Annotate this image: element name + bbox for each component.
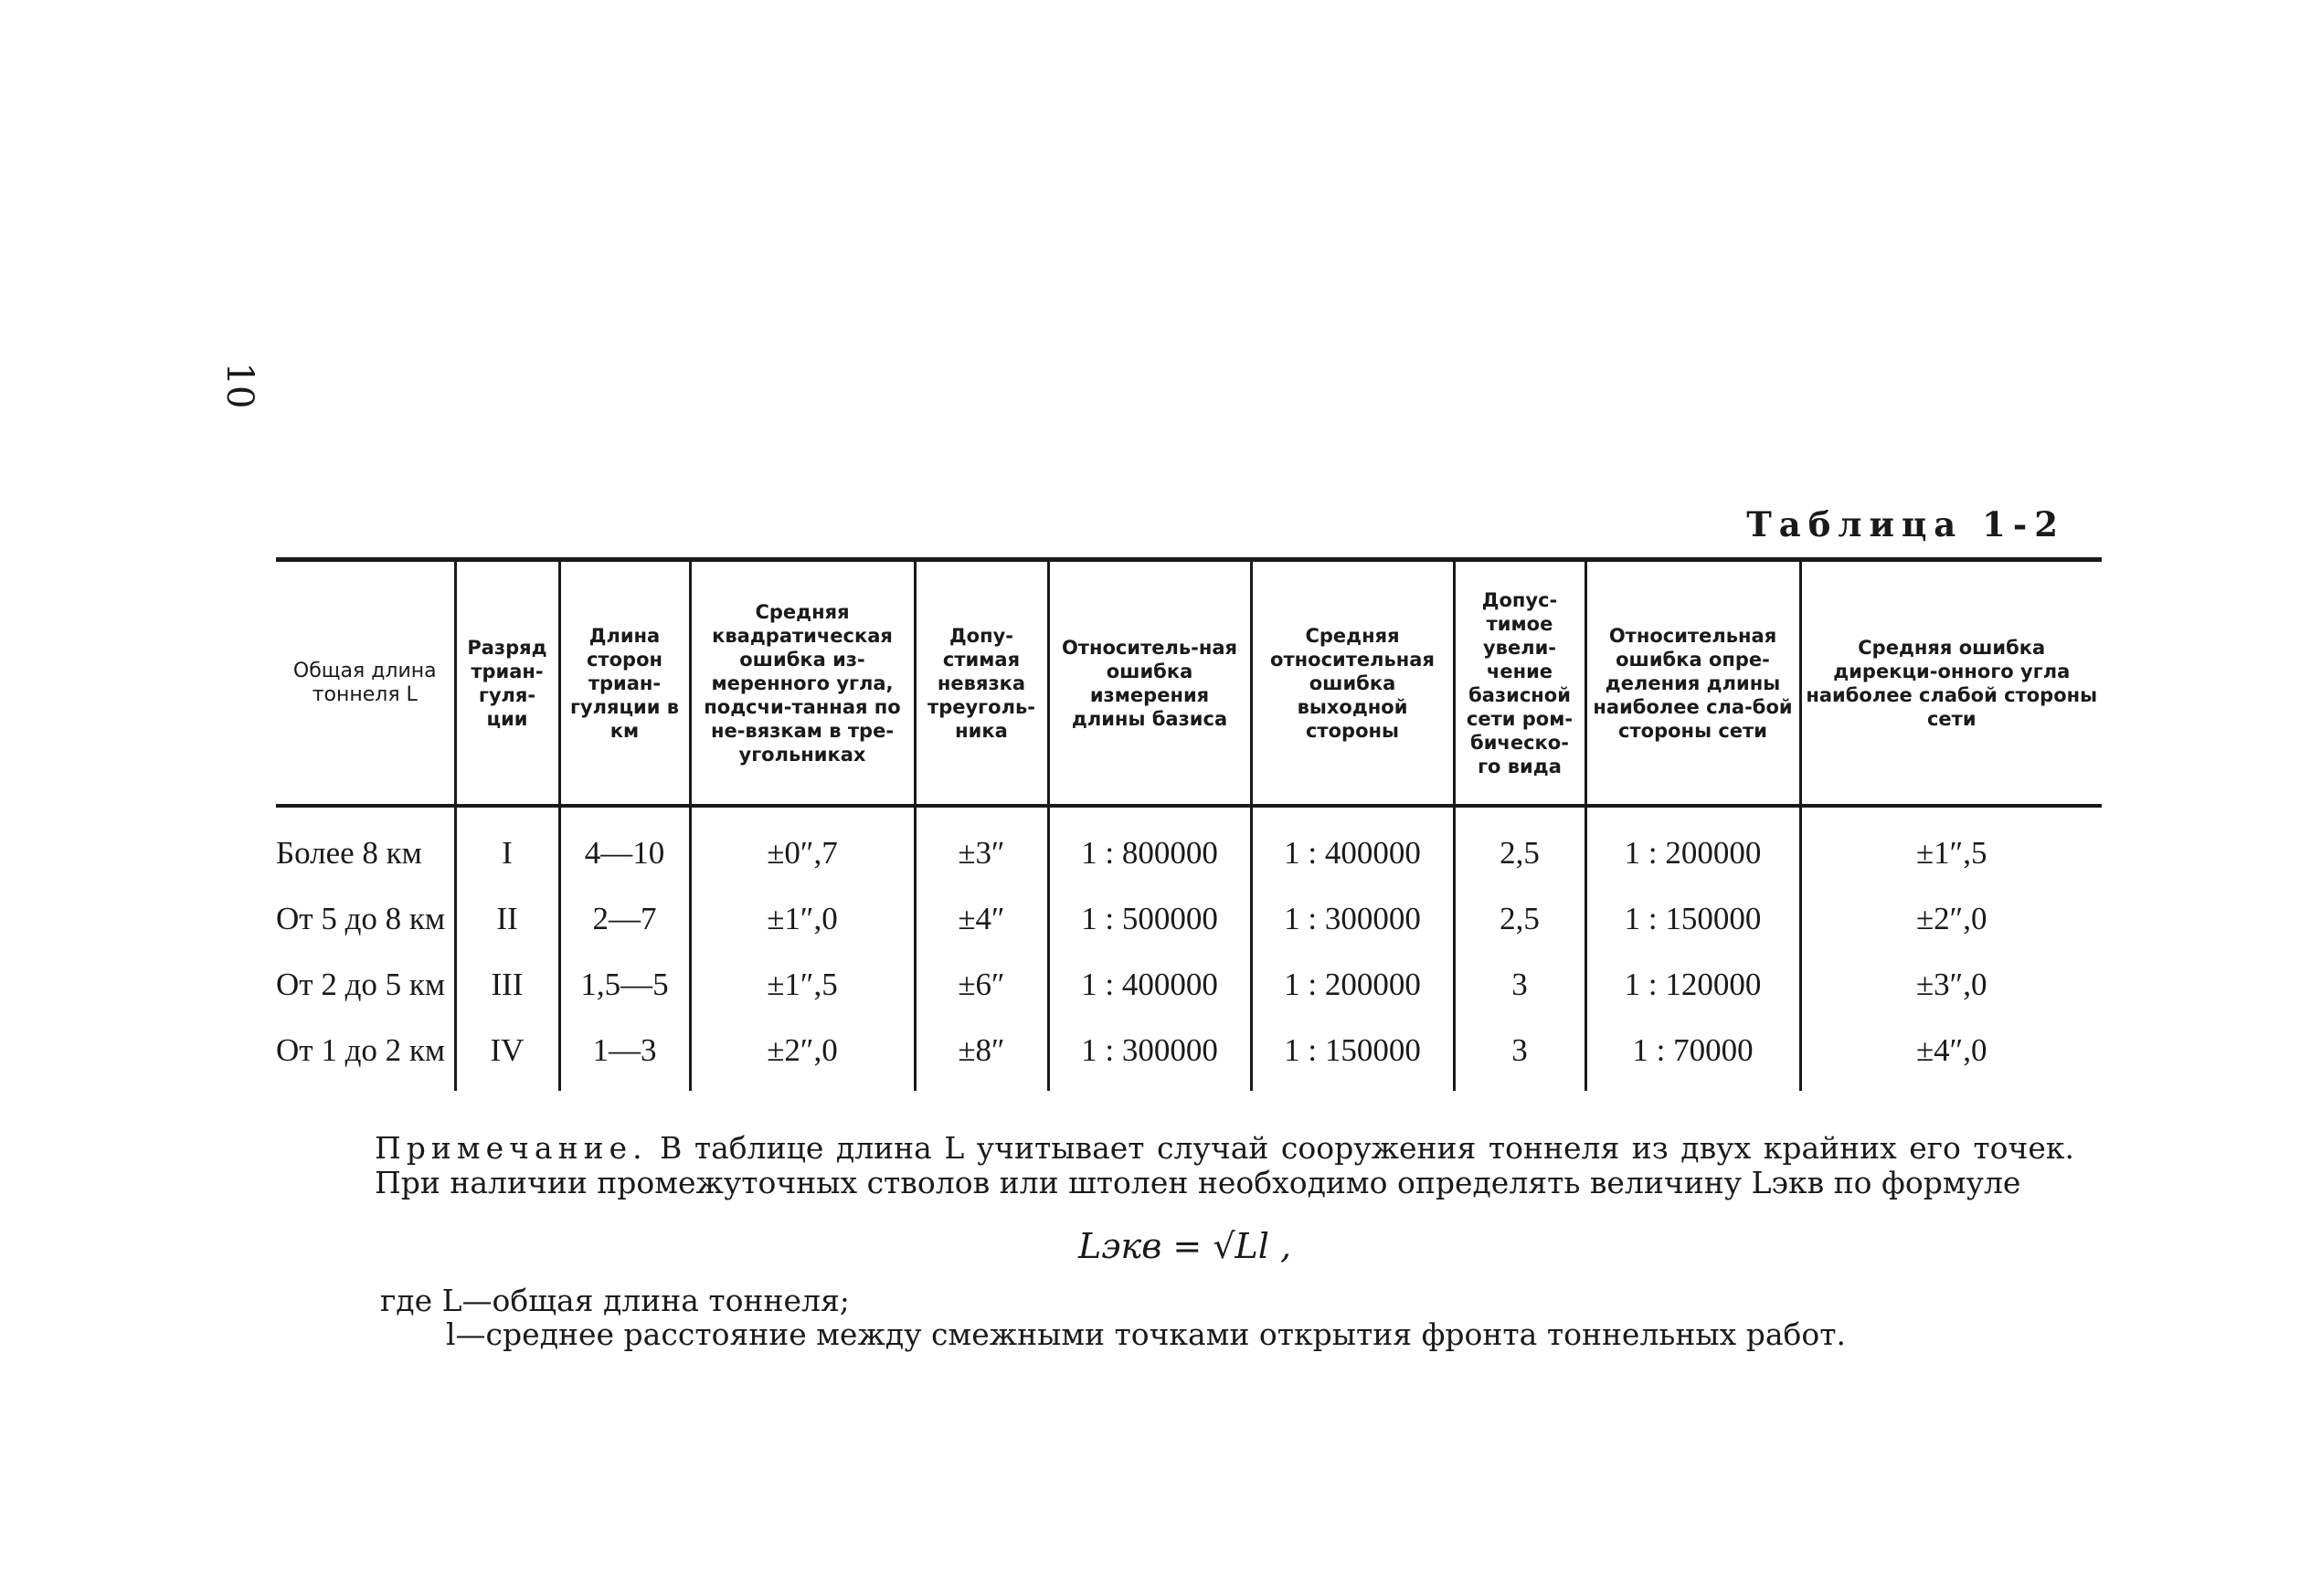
formula-legend-mean-distance: l—среднее расстояние между смежными точками открытия фронта тоннельных работ.: [446, 1316, 1847, 1352]
header-total-length: Общая длина тоннеля L: [276, 560, 455, 807]
table-caption: Таблица 1-2: [1746, 504, 2065, 544]
formula-legend-total-length: где L—общая длина тоннеля;: [380, 1283, 850, 1318]
cell-weakest-error: 1 : 120000: [1585, 952, 1800, 1018]
cell-output-error: 1 : 400000: [1251, 806, 1454, 886]
cell-weakest-error: 1 : 70000: [1585, 1018, 1800, 1091]
cell-misclosure: ±8″: [915, 1018, 1048, 1091]
cell-class: II: [455, 886, 559, 952]
header-output-side-error: Средняя относительная ошибка выходной стороны: [1251, 560, 1454, 807]
note-label: Примечание.: [375, 1130, 648, 1166]
header-triangulation-class: Разряд триан-гуля-ции: [455, 560, 559, 807]
header-side-length: Длина сторон триан-гуляции в км: [559, 560, 690, 807]
cell-increase: 2,5: [1454, 806, 1585, 886]
cell-misclosure: ±4″: [915, 886, 1048, 952]
cell-class: IV: [455, 1018, 559, 1091]
cell-base-error: 1 : 800000: [1048, 806, 1251, 886]
cell-output-error: 1 : 300000: [1251, 886, 1454, 952]
cell-side-length: 1,5—5: [559, 952, 690, 1018]
cell-output-error: 1 : 200000: [1251, 952, 1454, 1018]
header-weakest-side-error: Относительная ошибка опре-деления длины наиболее сла-бой стороны сети: [1585, 560, 1800, 807]
cell-length: Более 8 км: [276, 835, 422, 871]
cell-length: От 5 до 8 км: [276, 901, 446, 936]
cell-base-error: 1 : 400000: [1048, 952, 1251, 1018]
cell-angle-error: ±0″,7: [690, 806, 915, 886]
cell-angle-error: ±1″,5: [690, 952, 915, 1018]
header-azimuth-error: Средняя ошибка дирекци-онного угла наиболее слабой стороны сети: [1800, 560, 2102, 807]
cell-increase: 3: [1454, 1018, 1585, 1091]
cell-side-length: 1—3: [559, 1018, 690, 1091]
cell-class: III: [455, 952, 559, 1018]
cell-side-length: 4—10: [559, 806, 690, 886]
cell-base-error: 1 : 500000: [1048, 886, 1251, 952]
table-row: [276, 952, 2102, 1018]
cell-weakest-error: 1 : 150000: [1585, 886, 1800, 952]
cell-misclosure: ±6″: [915, 952, 1048, 1018]
cell-azimuth-error: ±2″,0: [1800, 886, 2102, 952]
header-base-relative-error: Относитель-ная ошибка измерения длины базиса: [1048, 560, 1251, 807]
table-row: [276, 806, 2102, 886]
header-mean-angle-error: Средняя квадратическая ошибка из-меренного угла, подсчи-танная по не-вязкам в тре-угольниках: [690, 560, 915, 807]
cell-weakest-error: 1 : 200000: [1585, 806, 1800, 886]
cell-misclosure: ±3″: [915, 806, 1048, 886]
cell-azimuth-error: ±4″,0: [1800, 1018, 2102, 1091]
table-note: [375, 1131, 2074, 1200]
header-allowed-increase: Допус-тимое увели-чение базисной сети ром-бическо-го вида: [1454, 560, 1585, 807]
cell-output-error: 1 : 150000: [1251, 1018, 1454, 1091]
cell-angle-error: ±1″,0: [690, 886, 915, 952]
cell-length: От 1 до 2 км: [276, 1032, 446, 1068]
cell-base-error: 1 : 300000: [1048, 1018, 1251, 1091]
header-allowed-misclosure: Допу-стимая невязка треуголь-ника: [915, 560, 1048, 807]
cell-azimuth-error: ±1″,5: [1800, 806, 2102, 886]
table-row: [276, 1018, 2102, 1091]
accuracy-table: [276, 557, 2102, 1091]
table-header-row: [276, 560, 2102, 807]
table-row: [276, 886, 2102, 952]
cell-azimuth-error: ±3″,0: [1800, 952, 2102, 1018]
cell-side-length: 2—7: [559, 886, 690, 952]
cell-increase: 2,5: [1454, 886, 1585, 952]
cell-class: I: [455, 806, 559, 886]
cell-length: От 2 до 5 км: [276, 967, 446, 1002]
cell-angle-error: ±2″,0: [690, 1018, 915, 1091]
page-number: 10: [218, 362, 260, 409]
formula: Lэкв = √Ll ,: [1078, 1226, 1292, 1266]
cell-increase: 3: [1454, 952, 1585, 1018]
note-text: В таблице длина L учитывает случай сооружения тоннеля из двух крайних его точек. При наличии промежуточных стволов или штолен необходимо определять величину Lэкв по формуле: [375, 1130, 2074, 1200]
